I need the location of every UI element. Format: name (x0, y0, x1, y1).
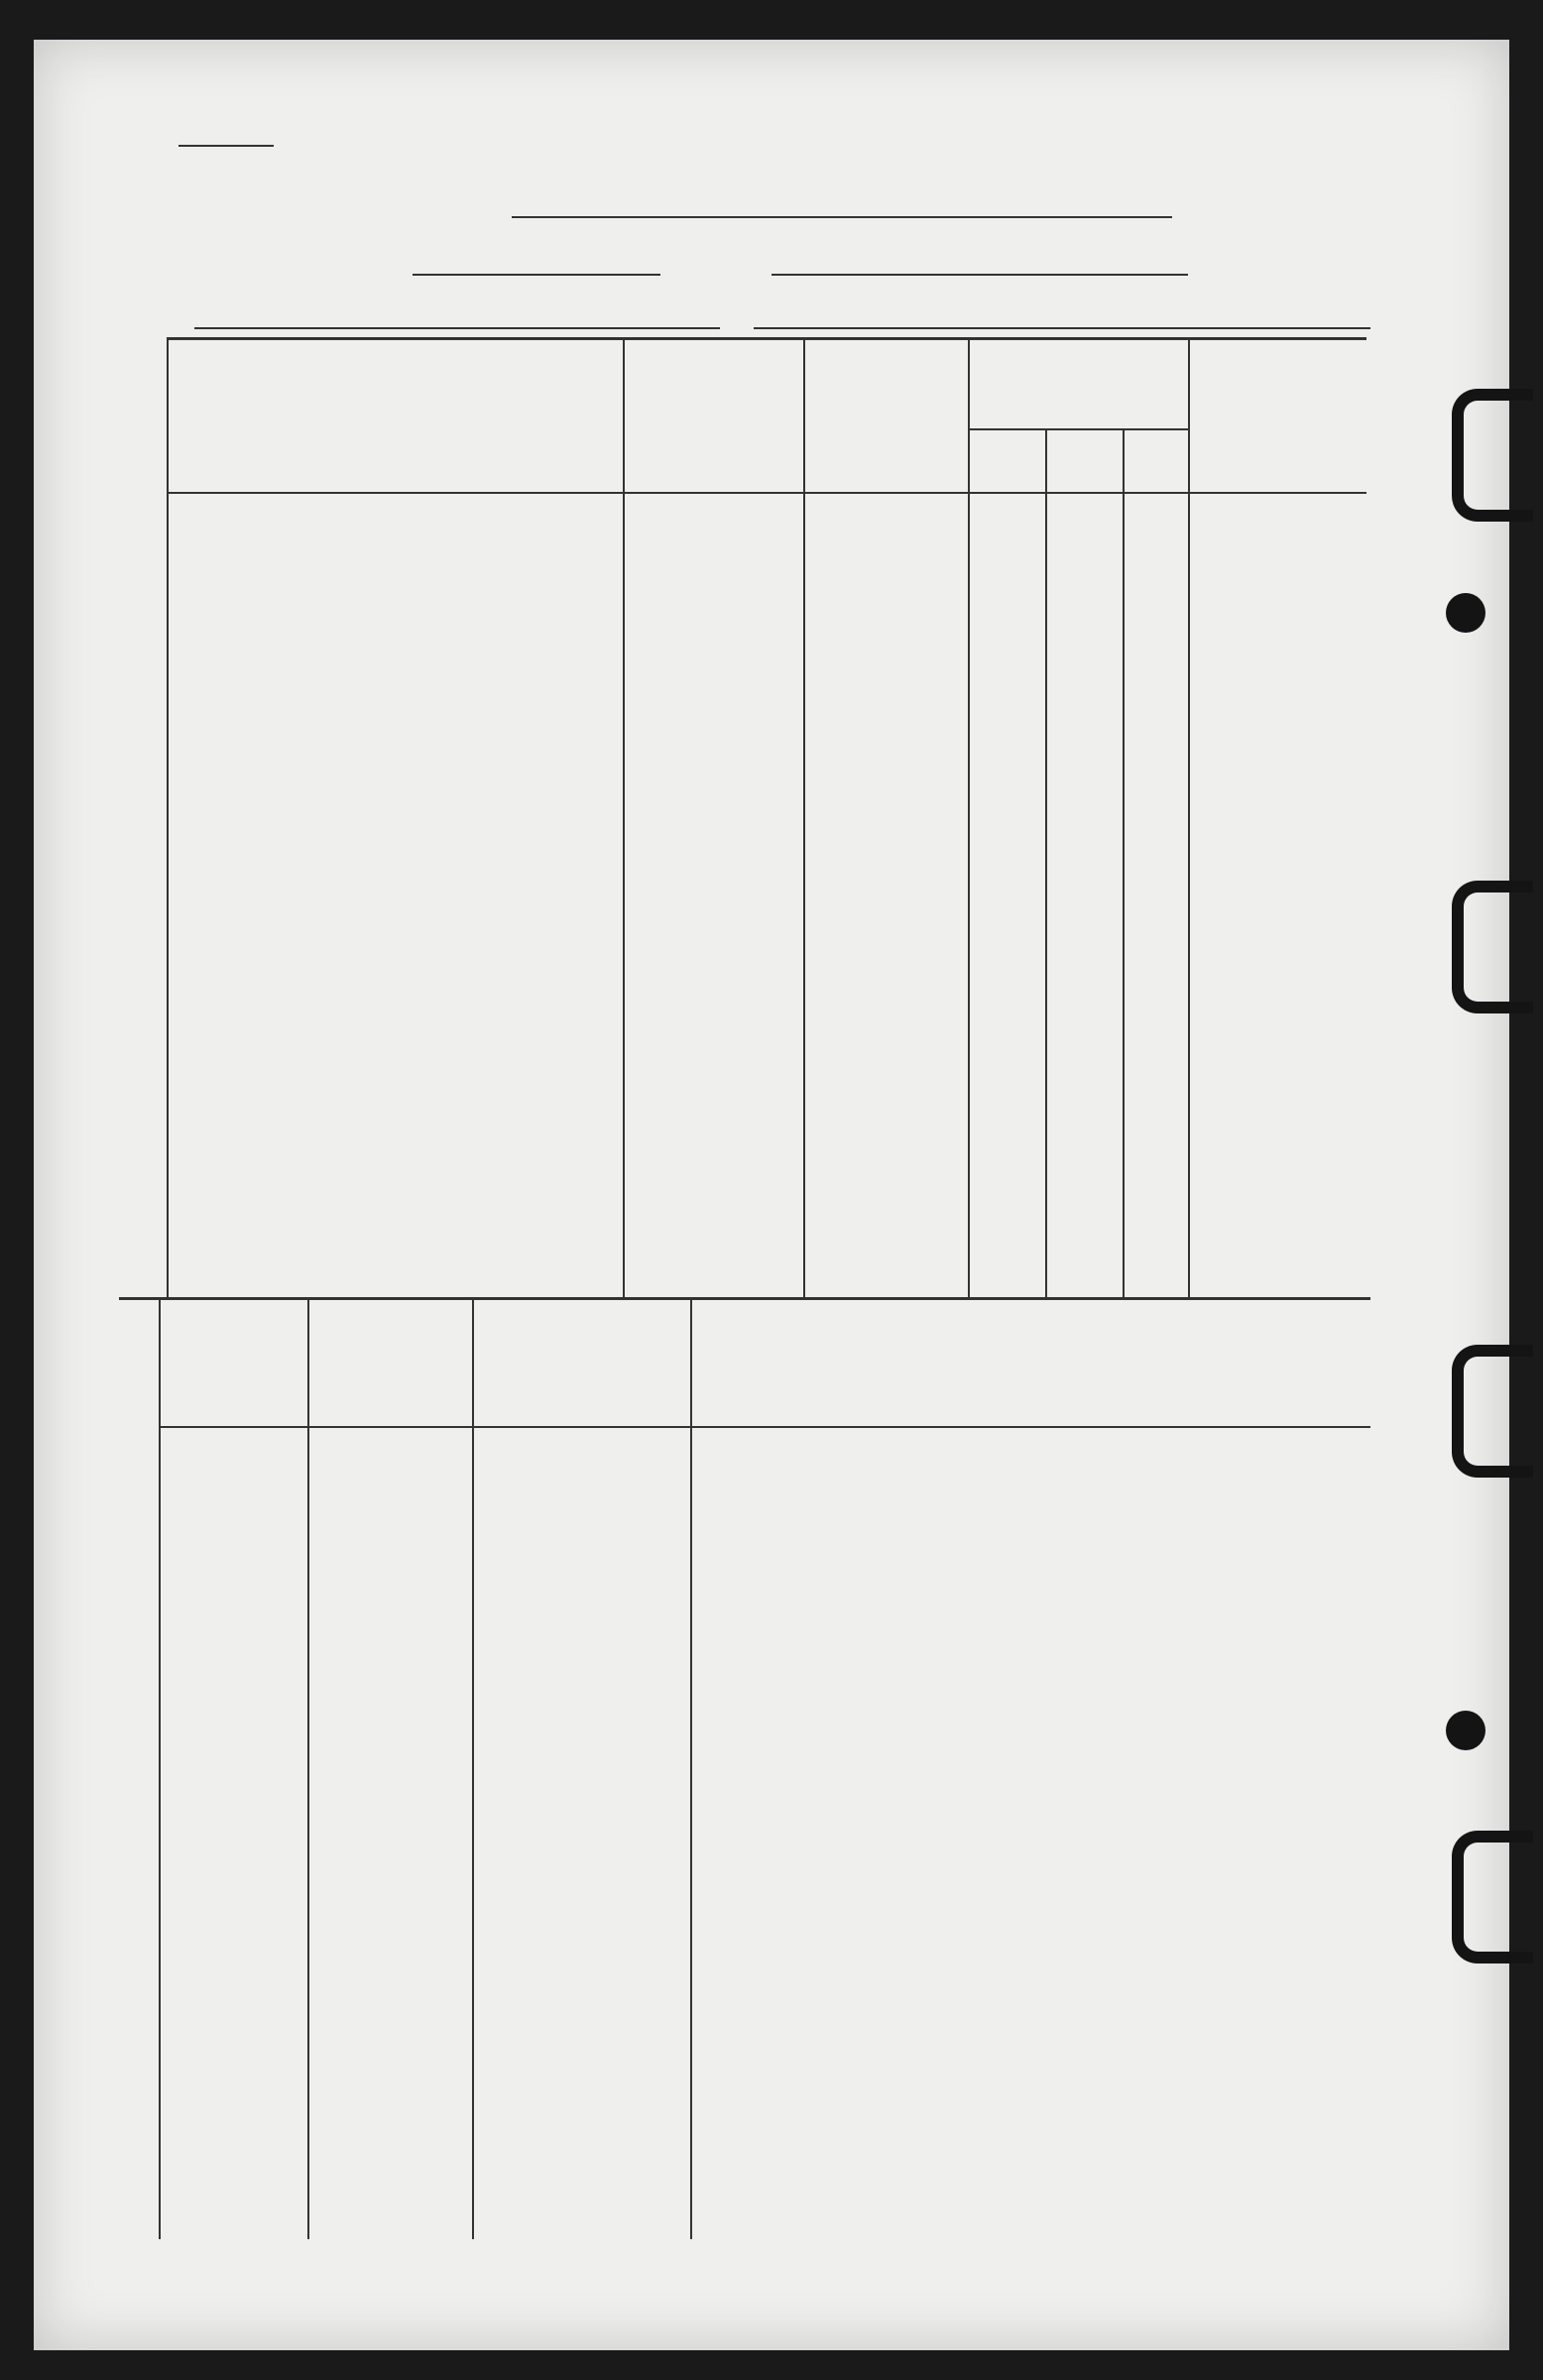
binder-clip-bottom (1452, 1831, 1533, 1964)
bottom-col-rule-1 (159, 1297, 161, 2239)
document-page (34, 40, 1509, 2350)
binder-hole-1 (1446, 593, 1485, 633)
from-line (194, 327, 720, 329)
year-line (1071, 274, 1188, 276)
top-col-rule-3 (803, 337, 805, 1297)
top-table-rule (167, 337, 1366, 340)
binder-clip-middle (1452, 881, 1533, 1013)
binder-clip-lower (1452, 1345, 1533, 1478)
top-col-rule-6 (1188, 337, 1190, 1297)
bottom-header-rule (159, 1426, 1370, 1428)
day-line (413, 274, 660, 276)
bottom-col-rule-3 (472, 1297, 474, 2239)
enlistment-subrule (968, 428, 1188, 430)
top-col-rule-2 (623, 337, 625, 1297)
binder-hole-2 (1446, 1711, 1485, 1750)
bottom-col-rule-2 (307, 1297, 309, 2239)
bottom-col-rule-4 (690, 1297, 692, 2239)
uss-line (512, 216, 1172, 218)
to-line (754, 327, 1370, 329)
top-col-rule-4 (968, 337, 970, 1297)
top-col-rule-5b (1123, 428, 1125, 1297)
top-header-bottom-rule (167, 492, 1366, 494)
month-line (772, 274, 1071, 276)
top-col-rule-1 (167, 337, 169, 1297)
binder-clip-top (1452, 389, 1533, 522)
top-col-rule-5a (1045, 428, 1047, 1297)
page-number-line (178, 145, 274, 147)
